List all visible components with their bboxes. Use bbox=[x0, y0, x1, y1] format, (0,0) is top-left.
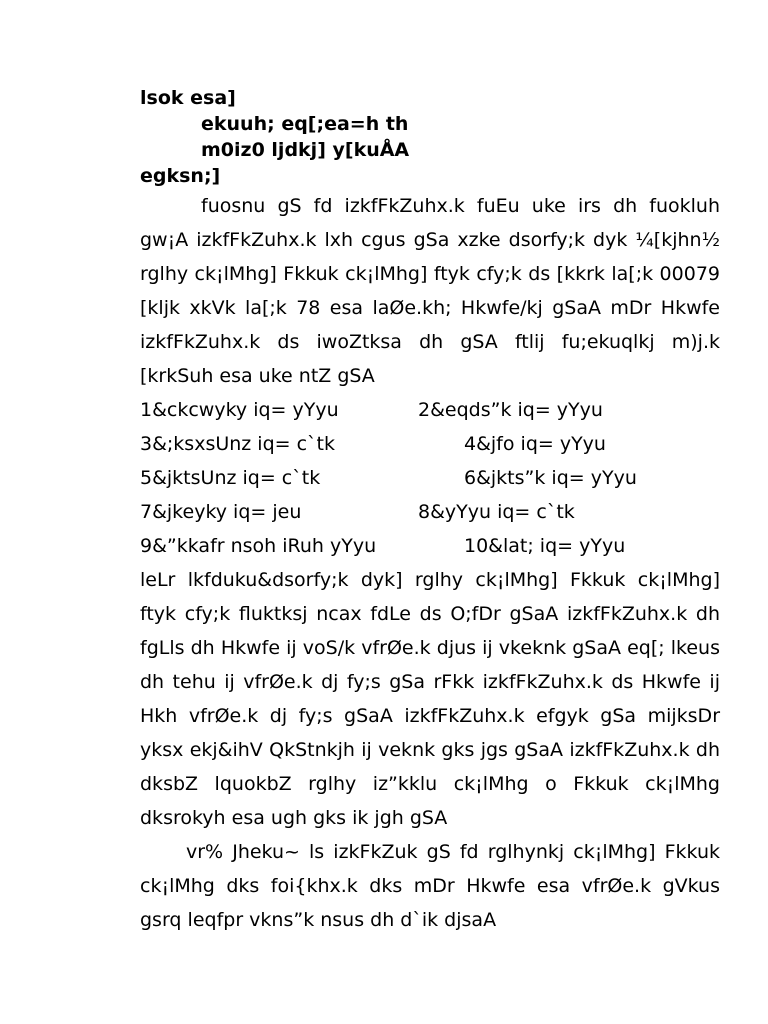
salutation-to: lsok esa] bbox=[140, 87, 236, 109]
list-item: 6&jkts”k iq= yYyu bbox=[464, 467, 637, 489]
list-item: 4&jfo iq= yYyu bbox=[464, 433, 606, 455]
list-item: 2&eqds”k iq= yYyu bbox=[418, 399, 603, 421]
recipient-address: m0iz0 ljdkj] y[kuÅA bbox=[201, 139, 410, 161]
list-row bbox=[140, 529, 720, 563]
recipient-title: ekuuh; eq[;ea=h th bbox=[201, 113, 409, 135]
list-item: 5&jktsUnz iq= c`tk bbox=[140, 467, 321, 489]
list-item: 3&;ksxsUnz iq= c`tk bbox=[140, 433, 336, 455]
body-paragraph-2: leLr lkfduku&dsorfy;k dyk] rglhy ck¡lMhg] Fkkuk ck¡lMhg] ftyk cfy;k fluktksj ncax fdLe ds O;fDr gSaA izkfFkZuhx.k dh fgLls dh Hkwfe ij voS/k vfrØe.k djus ij vkeknk gSaA eq[; lkeus dh tehu ij vfrØe.k dj fy;s gSa rFkk izkfFkZuhx.k ds Hkwfe ij Hkh vfrØe.k dj fy;s gSaA izkfFkZuhx.k efgyk gSa mijksDr yksx ekj&ihV QkStnkjh ij veknk gks jgs gSaA izkfFkZuhx.k dh dksbZ lquokbZ rglhy iz”kklu ck¡lMhg o Fkkuk ck¡lMhg dksrokyh esa ugh gks ik jgh gSA bbox=[140, 569, 720, 829]
list-item: 10&lat; iq= yYyu bbox=[464, 535, 626, 557]
list-item: 7&jkeyky iq= jeu bbox=[140, 501, 302, 523]
list-item: 1&ckcwyky iq= yYyu bbox=[140, 399, 339, 421]
list-row bbox=[140, 495, 720, 529]
body-paragraph-1: fuosnu gS fd izkfFkZuhx.k fuEu uke irs dh fuokluh gw¡A izkfFkZuhx.k lxh cgus gSa xzke dsorfy;k dyk ¼[kjhn½ rglhy ck¡lMhg] Fkkuk ck¡lMhg] ftyk cfy;k ds [kkrk la[;k 00079 [kljk xkVk la[;k 78 esa laØe.kh; Hkwfe/kj gSaA mDr Hkwfe izkfFkZuhx.k ds iwoZtksa dh gSA ftlij fu;ekuqlkj m)j.k [krkSuh esa uke ntZ gSA bbox=[140, 195, 720, 387]
list-row bbox=[140, 427, 720, 461]
list-item: 9&”kkafr nsoh iRuh yYyu bbox=[140, 535, 377, 557]
letter-page bbox=[140, 85, 720, 937]
names-list bbox=[140, 393, 720, 563]
body-paragraph-3: vr% Jheku~ ls izkFkZuk gS fd rglhynkj ck¡lMhg] Fkkuk ck¡lMhg dks foi{khx.k dks mDr Hkwfe esa vfrØe.k gVkus gsrq leqfpr vkns”k nsus dh d`ik djsaA bbox=[140, 841, 720, 931]
list-row bbox=[140, 461, 720, 495]
salutation: egksn;] bbox=[140, 165, 221, 187]
list-item: 8&yYyu iq= c`tk bbox=[418, 501, 575, 523]
list-row bbox=[140, 393, 720, 427]
